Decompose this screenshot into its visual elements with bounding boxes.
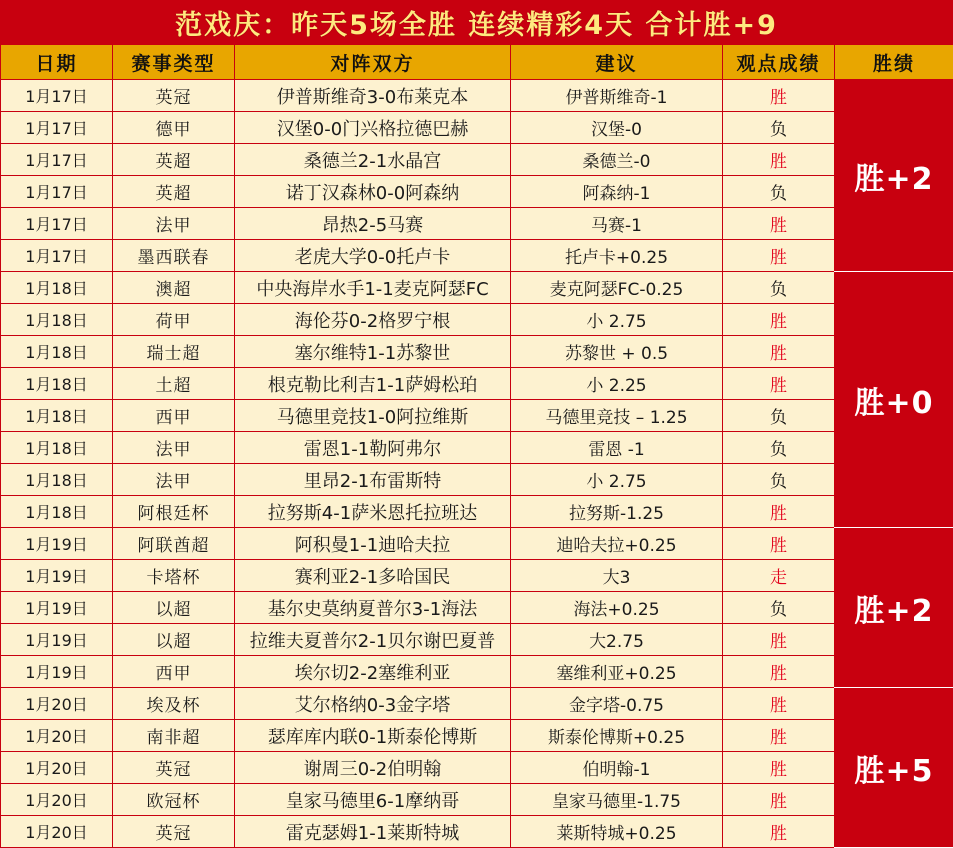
table-row [1,496,953,528]
cell-date: 1月20日 [1,720,113,752]
cell-score-group: 胜+0 [835,272,953,528]
table-row [1,464,953,496]
cell-advice: 马德里竞技 – 1.25 [511,400,723,432]
cell-advice: 皇家马德里-1.75 [511,784,723,816]
cell-league: 英冠 [113,752,235,784]
table-row [1,400,953,432]
cell-score-group: 胜+2 [835,528,953,688]
cell-league: 西甲 [113,656,235,688]
cell-date: 1月18日 [1,496,113,528]
cell-advice: 海法+0.25 [511,592,723,624]
table-header-row [1,45,953,80]
cell-match: 艾尔格纳0-3金字塔 [235,688,511,720]
cell-date: 1月17日 [1,80,113,112]
cell-result: 胜 [723,720,835,752]
cell-advice: 托卢卡+0.25 [511,240,723,272]
cell-result: 胜 [723,304,835,336]
cell-match: 海伦芬0-2格罗宁根 [235,304,511,336]
cell-league: 瑞士超 [113,336,235,368]
table-row [1,176,953,208]
cell-advice: 雷恩 -1 [511,432,723,464]
table-row [1,560,953,592]
cell-date: 1月20日 [1,752,113,784]
cell-league: 英冠 [113,80,235,112]
cell-league: 墨西联春 [113,240,235,272]
cell-date: 1月19日 [1,528,113,560]
cell-league: 以超 [113,624,235,656]
header-score: 胜绩 [835,45,953,80]
cell-advice: 伊普斯维奇-1 [511,80,723,112]
cell-match: 汉堡0-0门兴格拉德巴赫 [235,112,511,144]
cell-date: 1月18日 [1,464,113,496]
table-row [1,816,953,848]
table-row [1,656,953,688]
cell-result: 胜 [723,368,835,400]
cell-advice: 阿森纳-1 [511,176,723,208]
cell-advice: 小 2.25 [511,368,723,400]
cell-result: 胜 [723,656,835,688]
cell-league: 埃及杯 [113,688,235,720]
cell-match: 马德里竞技1-0阿拉维斯 [235,400,511,432]
cell-date: 1月18日 [1,336,113,368]
cell-league: 以超 [113,592,235,624]
table-row [1,304,953,336]
cell-league: 西甲 [113,400,235,432]
cell-match: 伊普斯维奇3-0布莱克本 [235,80,511,112]
cell-score-group: 胜+2 [835,80,953,272]
cell-result: 负 [723,272,835,304]
table-body [1,80,953,848]
cell-advice: 大2.75 [511,624,723,656]
cell-match: 埃尔切2-2塞维利亚 [235,656,511,688]
cell-result: 胜 [723,240,835,272]
cell-match: 塞尔维特1-1苏黎世 [235,336,511,368]
cell-result: 负 [723,176,835,208]
cell-league: 欧冠杯 [113,784,235,816]
cell-match: 阿积曼1-1迪哈夫拉 [235,528,511,560]
cell-advice: 小 2.75 [511,304,723,336]
header-match: 对阵双方 [235,45,511,80]
cell-date: 1月20日 [1,688,113,720]
cell-result: 负 [723,464,835,496]
cell-league: 卡塔杯 [113,560,235,592]
predictions-table [0,44,953,848]
cell-match: 拉维夫夏普尔2-1贝尔谢巴夏普 [235,624,511,656]
cell-result: 胜 [723,784,835,816]
cell-league: 阿根廷杯 [113,496,235,528]
cell-match: 皇家马德里6-1摩纳哥 [235,784,511,816]
cell-league: 法甲 [113,464,235,496]
cell-result: 胜 [723,336,835,368]
cell-match: 赛利亚2-1多哈国民 [235,560,511,592]
cell-date: 1月18日 [1,432,113,464]
table-row [1,720,953,752]
cell-date: 1月17日 [1,176,113,208]
cell-date: 1月18日 [1,304,113,336]
cell-league: 土超 [113,368,235,400]
cell-advice: 汉堡-0 [511,112,723,144]
cell-date: 1月18日 [1,368,113,400]
cell-date: 1月18日 [1,400,113,432]
cell-date: 1月19日 [1,624,113,656]
cell-result: 胜 [723,816,835,848]
cell-match: 昂热2-5马赛 [235,208,511,240]
cell-match: 雷克瑟姆1-1莱斯特城 [235,816,511,848]
cell-result: 胜 [723,688,835,720]
cell-match: 拉努斯4-1萨米恩托拉班达 [235,496,511,528]
table-row [1,688,953,720]
cell-result: 负 [723,432,835,464]
table-row [1,80,953,112]
cell-date: 1月20日 [1,816,113,848]
cell-result: 胜 [723,144,835,176]
cell-match: 里昂2-1布雷斯特 [235,464,511,496]
banner-title: 范戏庆：昨天5场全胜 连续精彩4天 合计胜+9 [0,0,953,44]
cell-league: 南非超 [113,720,235,752]
cell-date: 1月18日 [1,272,113,304]
cell-league: 法甲 [113,208,235,240]
cell-result: 走 [723,560,835,592]
cell-match: 诺丁汉森林0-0阿森纳 [235,176,511,208]
header-league: 赛事类型 [113,45,235,80]
cell-league: 荷甲 [113,304,235,336]
cell-match: 基尔史莫纳夏普尔3-1海法 [235,592,511,624]
table-row [1,272,953,304]
table-row [1,336,953,368]
cell-league: 法甲 [113,432,235,464]
table-row [1,784,953,816]
cell-result: 胜 [723,496,835,528]
cell-result: 负 [723,112,835,144]
cell-advice: 金字塔-0.75 [511,688,723,720]
header-date: 日期 [1,45,113,80]
cell-match: 中央海岸水手1-1麦克阿瑟FC [235,272,511,304]
cell-date: 1月19日 [1,656,113,688]
cell-result: 胜 [723,208,835,240]
cell-advice: 拉努斯-1.25 [511,496,723,528]
cell-advice: 大3 [511,560,723,592]
cell-match: 老虎大学0-0托卢卡 [235,240,511,272]
cell-advice: 伯明翰-1 [511,752,723,784]
table-row [1,752,953,784]
table-row [1,208,953,240]
cell-advice: 小 2.75 [511,464,723,496]
cell-league: 德甲 [113,112,235,144]
cell-advice: 塞维利亚+0.25 [511,656,723,688]
cell-league: 英超 [113,176,235,208]
cell-date: 1月19日 [1,560,113,592]
table-row [1,624,953,656]
cell-league: 澳超 [113,272,235,304]
cell-league: 英冠 [113,816,235,848]
cell-match: 桑德兰2-1水晶宫 [235,144,511,176]
cell-result: 胜 [723,752,835,784]
cell-advice: 马赛-1 [511,208,723,240]
table-row [1,144,953,176]
header-advice: 建议 [511,45,723,80]
cell-result: 胜 [723,624,835,656]
cell-result: 负 [723,592,835,624]
cell-advice: 桑德兰-0 [511,144,723,176]
cell-date: 1月19日 [1,592,113,624]
cell-advice: 迪哈夫拉+0.25 [511,528,723,560]
cell-advice: 麦克阿瑟FC-0.25 [511,272,723,304]
cell-result: 胜 [723,80,835,112]
table-row [1,112,953,144]
table-row [1,368,953,400]
cell-result: 负 [723,400,835,432]
cell-score-group: 胜+5 [835,688,953,848]
cell-date: 1月17日 [1,144,113,176]
table-row [1,592,953,624]
cell-match: 瑟库库内联0-1斯泰伦博斯 [235,720,511,752]
table-row [1,432,953,464]
cell-result: 胜 [723,528,835,560]
cell-match: 谢周三0-2伯明翰 [235,752,511,784]
cell-advice: 苏黎世 + 0.5 [511,336,723,368]
cell-match: 雷恩1-1勒阿弗尔 [235,432,511,464]
cell-advice: 莱斯特城+0.25 [511,816,723,848]
cell-date: 1月17日 [1,240,113,272]
cell-date: 1月17日 [1,112,113,144]
header-result: 观点成绩 [723,45,835,80]
cell-league: 英超 [113,144,235,176]
cell-advice: 斯泰伦博斯+0.25 [511,720,723,752]
table-row [1,240,953,272]
cell-date: 1月17日 [1,208,113,240]
cell-date: 1月20日 [1,784,113,816]
cell-league: 阿联酋超 [113,528,235,560]
cell-match: 根克勒比利吉1-1萨姆松珀 [235,368,511,400]
table-row [1,528,953,560]
